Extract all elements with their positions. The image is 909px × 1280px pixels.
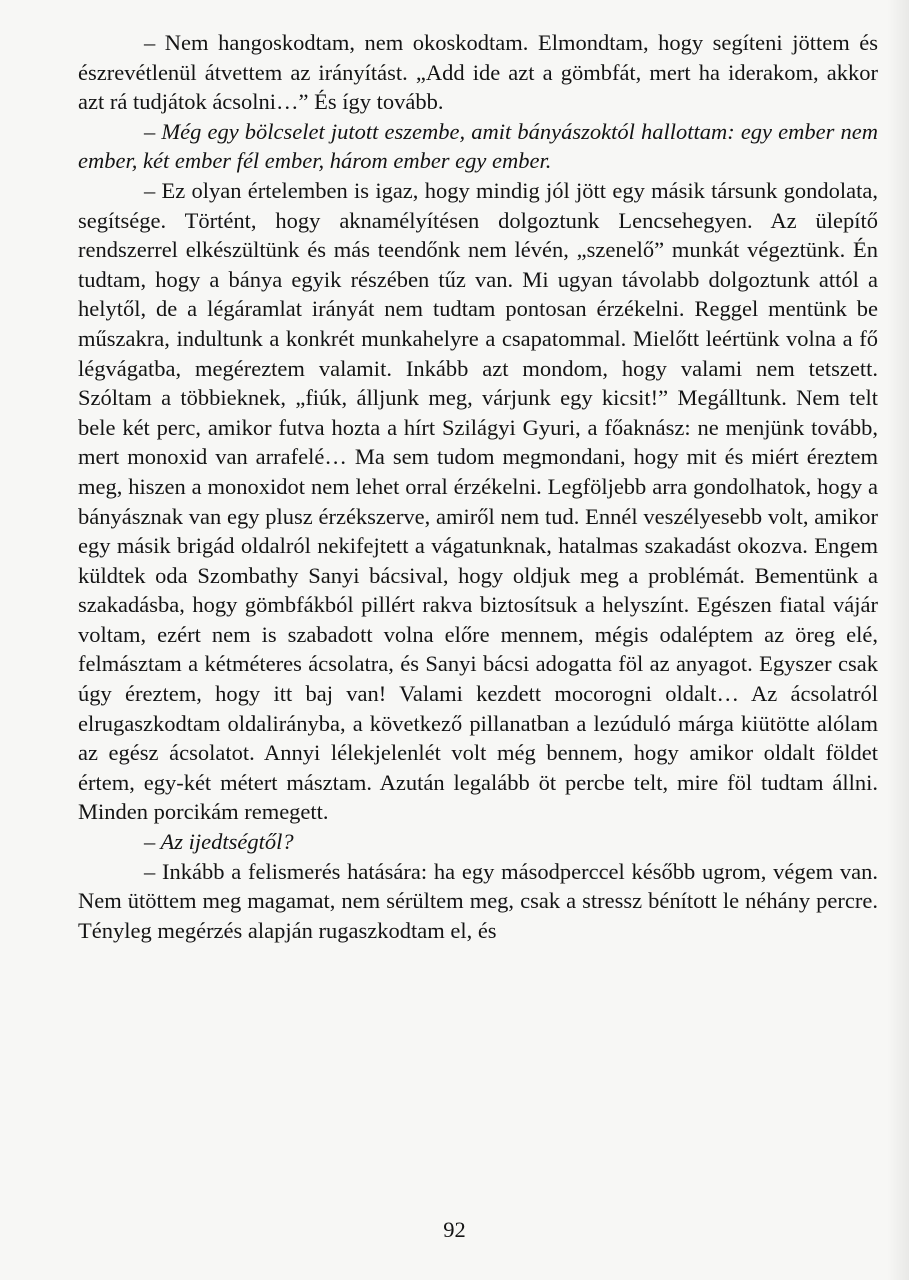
page-number: 92 bbox=[443, 1217, 466, 1242]
paragraph-question-2: – Az ijedtségtől? bbox=[144, 829, 294, 855]
paragraph-answer-2: – Ez olyan értelemben is igaz, hogy mindig jól jött egy másik társunk gondolata, segítsége. Történt, hogy aknamélyítésen dolgoztunk Lencsehegyen. Az ülepítő rendszerrel elkészültünk és más teendőnk nem lévén, „szenelő” munkát végeztünk. Én tudtam, hogy a bánya egyik részében tűz van. Mi ugyan távolabb dolgoztunk attól a helytől, de a légáramlat irányát nem tudtam pontosan érzékelni. Reggel mentünk be műszakra, indultunk a konkrét munkahelyre a csapatommal. Mielőtt leértünk volna a fő légvágatba, megéreztem valamit. Inkább azt mondom, hogy valami nem tetszett. Szóltam a többieknek, „fiúk, álljunk meg, várjunk egy kicsit!” Megálltunk. Nem telt bele két perc, amikor futva hozta a hírt Szilágyi Gyuri, a főaknász: ne menjünk tovább, mert monoxid van arrafelé… Ma sem tudom megmondani, hogy mit és miért éreztem meg, hiszen a monoxidot nem lehet orral érzékelni. Legföljebb arra gondolhatok, hogy a bányásznak van egy plusz érzékszerve, amiről nem tud. Ennél veszélyesebb volt, amikor egy másik brigád oldalról nekifejtett a vágatunknak, hatalmas szakadást okozva. Engem küldtek oda Szombathy Sanyi bácsival, hogy oldjuk meg a problémát. Bementünk a szakadásba, hogy gömbfákból pillért rakva biztosítsuk a helyszínt. Egészen fiatal vájár voltam, ezért nem is szabadott volna előre mennem, mégis odaléptem az öreg elé, felmásztam a kétméteres ácsolatra, és Sanyi bácsi adogatta föl az anyagot. Egyszer csak úgy éreztem, hogy itt baj van! Valami kezdett mocorogni oldalt… Az ácsolatról elrugaszkodtam oldalirányba, a következő pillanatban a lezúduló márga kiütötte alólam az egész ácsolatot. Annyi lélekjelenlét volt még bennem, hogy amikor oldalt földet értem, egy-két métert másztam. Azután legalább öt percbe telt, mire föl tudtam állni. Minden porcikám remegett. bbox=[78, 177, 878, 825]
paragraph-answer-1: – Nem hangoskodtam, nem okoskodtam. Elmondtam, hogy segíteni jöttem és észrevétlenül átvettem az irányítást. „Add ide azt a gömbfát, mert ha iderakom, akkor azt rá tudjátok ácsolni…” És így tovább. bbox=[78, 30, 878, 115]
page-body bbox=[78, 28, 878, 945]
paragraph-answer-3: – Inkább a felismerés hatására: ha egy másodperccel később ugrom, végem van. Nem ütöttem meg magamat, nem sérültem meg, csak a stressz bénított le néhány percre. Tényleg megérzés alapján rugaszkodtam el, és bbox=[78, 858, 878, 943]
paragraph-question-1: – Még egy bölcselet jutott eszembe, amit bányászoktól hallottam: egy ember nem ember, két ember fél ember, három ember egy ember. bbox=[78, 118, 878, 174]
page-edge-shadow bbox=[887, 0, 909, 1280]
